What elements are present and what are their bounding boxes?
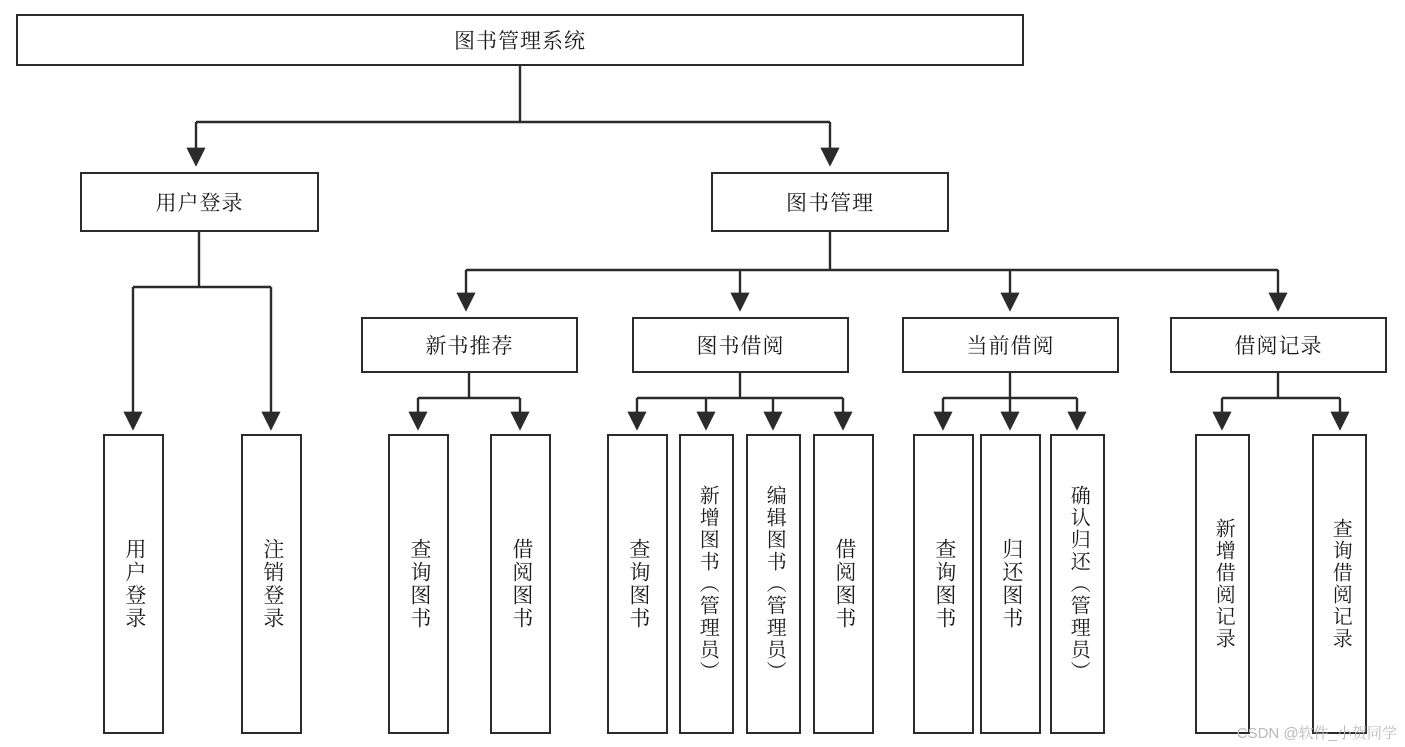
leaf-borrow-book-label: 借阅图书 — [832, 538, 856, 630]
node-root-label: 图书管理系统 — [454, 30, 586, 53]
node-borrow-records-label: 借阅记录 — [1234, 335, 1323, 358]
leaf-query-book-borrow[interactable] — [607, 434, 668, 734]
leaf-logout[interactable] — [241, 434, 302, 734]
node-book-borrow-label: 图书借阅 — [696, 335, 785, 358]
leaf-add-borrow-record-label: 新增借阅记录 — [1212, 518, 1235, 650]
leaf-edit-book-admin[interactable] — [746, 434, 801, 734]
leaf-return-book-label: 归还图书 — [999, 538, 1023, 630]
leaf-query-book-recommend[interactable] — [388, 434, 449, 734]
leaf-borrow-book-recommend-label: 借阅图书 — [509, 538, 533, 630]
leaf-add-borrow-record[interactable] — [1195, 434, 1250, 734]
leaf-return-book[interactable] — [980, 434, 1041, 734]
node-new-book-recommend-label: 新书推荐 — [425, 335, 514, 358]
node-current-borrow[interactable] — [902, 317, 1119, 373]
leaf-edit-book-admin-label: 编辑图书（管理员） — [763, 485, 786, 683]
node-user-login[interactable] — [80, 172, 319, 232]
leaf-logout-label: 注销登录 — [260, 538, 284, 630]
node-new-book-recommend[interactable] — [361, 317, 578, 373]
node-user-login-label: 用户登录 — [155, 192, 244, 215]
leaf-user-login[interactable] — [103, 434, 164, 734]
leaf-query-book-current-label: 查询图书 — [932, 538, 956, 630]
leaf-query-borrow-record[interactable] — [1312, 434, 1367, 734]
node-current-borrow-label: 当前借阅 — [966, 335, 1055, 358]
leaf-borrow-book-recommend[interactable] — [490, 434, 551, 734]
leaf-query-book-borrow-label: 查询图书 — [626, 538, 650, 630]
leaf-borrow-book[interactable] — [813, 434, 874, 734]
leaf-confirm-return-admin[interactable] — [1050, 434, 1105, 734]
node-book-management[interactable] — [711, 172, 949, 232]
leaf-user-login-label: 用户登录 — [122, 538, 146, 630]
leaf-confirm-return-admin-label: 确认归还（管理员） — [1067, 485, 1090, 683]
node-book-management-label: 图书管理 — [786, 192, 874, 215]
node-root[interactable] — [16, 14, 1024, 66]
leaf-add-book-admin-label: 新增图书（管理员） — [696, 485, 719, 683]
leaf-query-book-current[interactable] — [913, 434, 974, 734]
watermark: CSDN @软件_小贺同学 — [1236, 725, 1397, 742]
node-book-borrow[interactable] — [632, 317, 849, 373]
leaf-query-borrow-record-label: 查询借阅记录 — [1329, 518, 1352, 650]
node-borrow-records[interactable] — [1170, 317, 1387, 373]
leaf-add-book-admin[interactable] — [679, 434, 734, 734]
leaf-query-book-recommend-label: 查询图书 — [407, 538, 431, 630]
